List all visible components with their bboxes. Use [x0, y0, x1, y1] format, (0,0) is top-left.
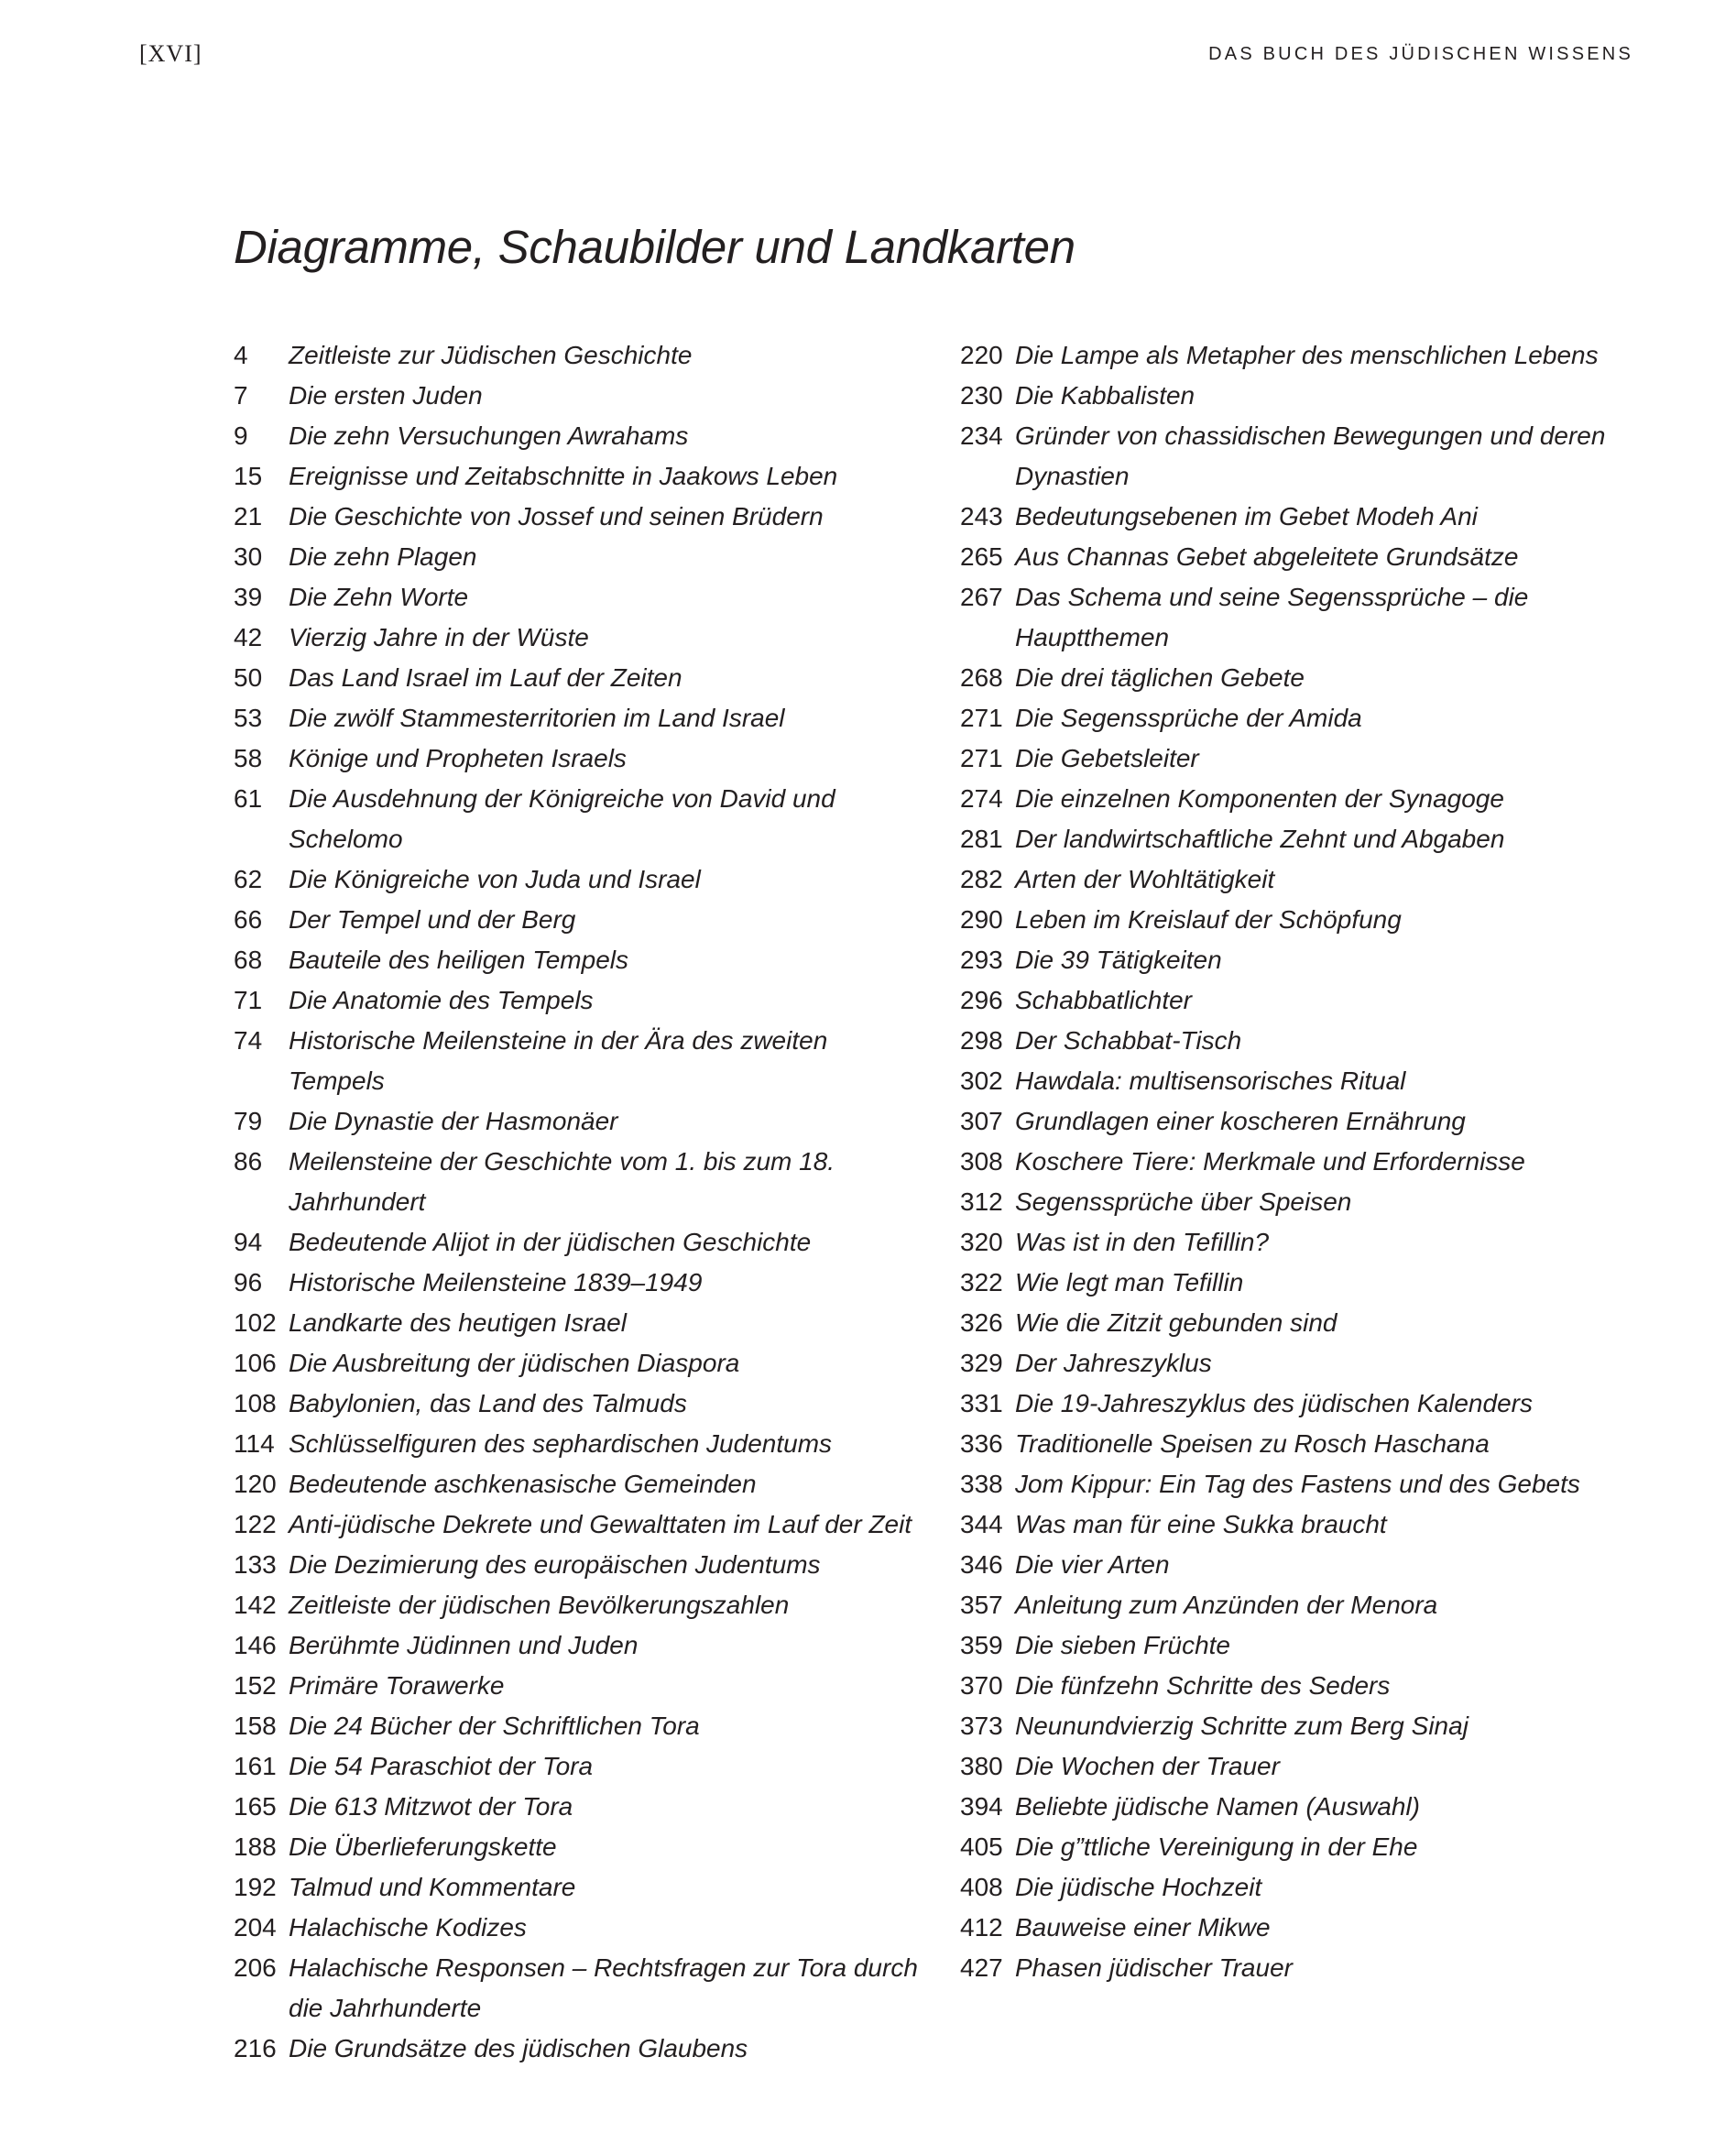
entry-page-number: 274	[960, 784, 1003, 813]
toc-entry	[234, 577, 930, 618]
entry-title: Der Jahreszyklus	[1015, 1349, 1212, 1377]
entry-page-number: 394	[960, 1792, 1003, 1821]
entry-title: Grundlagen einer koscheren Ernährung	[1015, 1107, 1466, 1135]
entry-title: Segenssprüche über Speisen	[1015, 1187, 1352, 1216]
entry-title: Die Anatomie des Tempels	[289, 986, 594, 1014]
toc-entry	[960, 900, 1656, 940]
entry-title: Die Ausbreitung der jüdischen Diaspora	[289, 1349, 740, 1377]
entry-page-number: 7	[234, 381, 248, 410]
entry-title: Die Wochen der Trauer	[1015, 1752, 1280, 1780]
entry-title: Bedeutungsebenen im Gebet Modeh Ani	[1015, 502, 1478, 531]
entry-title: Was man für eine Sukka braucht	[1015, 1510, 1387, 1538]
entry-title: Die 54 Paraschiot der Tora	[289, 1752, 594, 1780]
entry-page-number: 281	[960, 825, 1003, 853]
entry-title: Die sieben Früchte	[1015, 1631, 1231, 1659]
entry-page-number: 15	[234, 462, 263, 490]
toc-entry	[960, 1948, 1656, 1988]
entry-title: Landkarte des heutigen Israel	[289, 1308, 627, 1337]
entry-title: Primäre Torawerke	[289, 1671, 505, 1700]
entry-title: Die Gebetsleiter	[1015, 744, 1199, 772]
entry-title: Wie die Zitzit gebunden sind	[1015, 1308, 1337, 1337]
entry-page-number: 329	[960, 1349, 1003, 1377]
toc-entry	[234, 497, 930, 537]
entry-page-number: 9	[234, 421, 248, 450]
toc-entry	[234, 1464, 930, 1504]
entry-page-number: 302	[960, 1067, 1003, 1095]
toc-entry	[960, 1222, 1656, 1263]
entry-page-number: 308	[960, 1147, 1003, 1176]
entry-page-number: 296	[960, 986, 1003, 1014]
toc-entry	[234, 1867, 930, 1908]
entry-title: Babylonien, das Land des Talmuds	[289, 1389, 687, 1417]
entry-page-number: 122	[234, 1510, 277, 1538]
toc-entry	[960, 335, 1656, 376]
toc-entry	[234, 738, 930, 779]
toc-entry	[960, 1827, 1656, 1867]
entry-title: Traditionelle Speisen zu Rosch Haschana	[1015, 1429, 1490, 1458]
toc-entry	[234, 1746, 930, 1787]
entry-title: Die zwölf Stammesterritorien im Land Israel	[289, 704, 785, 732]
entry-title: Gründer von chassidischen Bewegungen und deren Dynastien	[1015, 421, 1606, 490]
toc-entry	[234, 1787, 930, 1827]
entry-page-number: 39	[234, 583, 263, 611]
toc-entry	[234, 2029, 930, 2069]
toc-entry	[960, 1021, 1656, 1061]
toc-entry	[960, 1787, 1656, 1827]
right-column-list	[960, 335, 1656, 1988]
toc-entry	[234, 1222, 930, 1263]
toc-entry	[234, 1504, 930, 1545]
entry-title: Die fünfzehn Schritte des Seders	[1015, 1671, 1391, 1700]
entry-page-number: 42	[234, 623, 263, 651]
toc-entry	[234, 658, 930, 698]
entry-title: Die vier Arten	[1015, 1550, 1170, 1579]
entry-page-number: 58	[234, 744, 263, 772]
entry-title: Der Tempel und der Berg	[289, 905, 576, 934]
toc-entry	[234, 1545, 930, 1585]
entry-page-number: 53	[234, 704, 263, 732]
entry-title: Bedeutende aschkenasische Gemeinden	[289, 1470, 757, 1498]
toc-entry	[960, 1384, 1656, 1424]
toc-entry	[234, 1585, 930, 1625]
entry-page-number: 267	[960, 583, 1003, 611]
toc-entry	[960, 658, 1656, 698]
entry-title: Beliebte jüdische Namen (Auswahl)	[1015, 1792, 1420, 1821]
entry-title: Die Ausdehnung der Königreiche von David und Schelomo	[289, 784, 835, 853]
toc-entry	[960, 416, 1656, 497]
toc-entry	[234, 416, 930, 456]
entry-title: Die Segenssprüche der Amida	[1015, 704, 1362, 732]
toc-entry	[960, 1585, 1656, 1625]
entry-title: Die zehn Versuchungen Awrahams	[289, 421, 689, 450]
entry-title: Die g”ttliche Vereinigung in der Ehe	[1015, 1832, 1418, 1861]
entry-title: Die drei täglichen Gebete	[1015, 663, 1305, 692]
entry-page-number: 204	[234, 1913, 277, 1942]
toc-entry	[234, 1303, 930, 1343]
entry-page-number: 271	[960, 744, 1003, 772]
toc-entry	[234, 940, 930, 980]
toc-entry	[960, 1464, 1656, 1504]
entry-page-number: 359	[960, 1631, 1003, 1659]
entry-title: Die zehn Plagen	[289, 542, 477, 571]
entry-title: Ereignisse und Zeitabschnitte in Jaakows Leben	[289, 462, 838, 490]
entry-title: Hawdala: multisensorisches Ritual	[1015, 1067, 1406, 1095]
toc-entry	[960, 1746, 1656, 1787]
entry-title: Die jüdische Hochzeit	[1015, 1873, 1262, 1901]
entry-title: Berühmte Jüdinnen und Juden	[289, 1631, 639, 1659]
entry-title: Meilensteine der Geschichte vom 1. bis zum 18. Jahrhundert	[289, 1147, 835, 1216]
entry-page-number: 133	[234, 1550, 277, 1579]
toc-entry	[960, 376, 1656, 416]
entry-page-number: 61	[234, 784, 263, 813]
toc-entry	[960, 1343, 1656, 1384]
entry-title: Bedeutende Alijot in der jüdischen Geschichte	[289, 1228, 812, 1256]
toc-entry	[960, 1625, 1656, 1666]
toc-entry	[960, 1061, 1656, 1101]
entry-page-number: 68	[234, 946, 263, 974]
entry-title: Anleitung zum Anzünden der Menora	[1015, 1591, 1438, 1619]
entry-page-number: 243	[960, 502, 1003, 531]
toc-entry	[234, 900, 930, 940]
entry-title: Könige und Propheten Israels	[289, 744, 627, 772]
toc-entry	[234, 1142, 930, 1222]
toc-entry	[960, 1303, 1656, 1343]
entry-page-number: 346	[960, 1550, 1003, 1579]
toc-entry	[960, 1101, 1656, 1142]
toc-entry	[234, 1948, 930, 2029]
entry-title: Schabbatlichter	[1015, 986, 1193, 1014]
entry-page-number: 216	[234, 2034, 277, 2062]
entry-page-number: 71	[234, 986, 263, 1014]
entry-title: Talmud und Kommentare	[289, 1873, 576, 1901]
entry-page-number: 412	[960, 1913, 1003, 1942]
toc-entry	[960, 1706, 1656, 1746]
toc-entry	[234, 1263, 930, 1303]
entry-title: Wie legt man Tefillin	[1015, 1268, 1244, 1296]
entry-title: Die Dynastie der Hasmonäer	[289, 1107, 618, 1135]
entry-page-number: 106	[234, 1349, 277, 1377]
entry-title: Die 19-Jahreszyklus des jüdischen Kalenders	[1015, 1389, 1533, 1417]
toc-entry	[234, 1706, 930, 1746]
entry-page-number: 114	[234, 1429, 275, 1458]
toc-entry	[234, 1908, 930, 1948]
entry-page-number: 192	[234, 1873, 277, 1901]
entry-page-number: 220	[960, 341, 1003, 369]
entry-title: Der Schabbat-Tisch	[1015, 1026, 1242, 1055]
entry-page-number: 326	[960, 1308, 1003, 1337]
toc-entry	[960, 1504, 1656, 1545]
toc-entry	[234, 456, 930, 497]
toc-entry	[234, 698, 930, 738]
entry-title: Bauteile des heiligen Tempels	[289, 946, 628, 974]
entry-page-number: 427	[960, 1953, 1003, 1982]
entry-title: Die Dezimierung des europäischen Judentums	[289, 1550, 821, 1579]
entry-page-number: 290	[960, 905, 1003, 934]
entry-page-number: 161	[234, 1752, 277, 1780]
left-column-list	[234, 335, 930, 2069]
toc-entry	[960, 1263, 1656, 1303]
entry-title: Halachische Kodizes	[289, 1913, 527, 1942]
entry-page-number: 408	[960, 1873, 1003, 1901]
entry-page-number: 79	[234, 1107, 263, 1135]
entry-page-number: 282	[960, 865, 1003, 893]
entry-title: Die Geschichte von Jossef und seinen Brüdern	[289, 502, 824, 531]
entry-page-number: 405	[960, 1832, 1003, 1861]
entry-page-number: 30	[234, 542, 263, 571]
toc-entry	[960, 819, 1656, 859]
book-title: DAS BUCH DES JÜDISCHEN WISSENS	[1208, 44, 1633, 64]
entry-page-number: 96	[234, 1268, 263, 1296]
toc-entry	[960, 779, 1656, 819]
entry-title: Die Grundsätze des jüdischen Glaubens	[289, 2034, 748, 2062]
section-heading: Diagramme, Schaubilder und Landkarten	[234, 221, 1075, 273]
entry-title: Die Überlieferungskette	[289, 1832, 557, 1861]
entry-title: Leben im Kreislauf der Schöpfung	[1015, 905, 1402, 934]
toc-entry	[234, 618, 930, 658]
toc-entry	[960, 1867, 1656, 1908]
entry-page-number: 380	[960, 1752, 1003, 1780]
entry-page-number: 271	[960, 704, 1003, 732]
entry-title: Vierzig Jahre in der Wüste	[289, 623, 589, 651]
toc-entry	[960, 1908, 1656, 1948]
entry-page-number: 344	[960, 1510, 1003, 1538]
entry-page-number: 188	[234, 1832, 277, 1861]
entry-title: Anti-jüdische Dekrete und Gewalttaten im Lauf der Zeit	[289, 1510, 912, 1538]
entry-title: Koschere Tiere: Merkmale und Erfordernisse	[1015, 1147, 1525, 1176]
toc-entry	[960, 1545, 1656, 1585]
toc-entry	[960, 1142, 1656, 1182]
entry-title: Neunundvierzig Schritte zum Berg Sinaj	[1015, 1712, 1469, 1740]
toc-entry	[234, 335, 930, 376]
entry-title: Bauweise einer Mikwe	[1015, 1913, 1271, 1942]
toc-entry	[960, 698, 1656, 738]
entry-page-number: 142	[234, 1591, 277, 1619]
toc-entry	[234, 376, 930, 416]
entry-title: Die einzelnen Komponenten der Synagoge	[1015, 784, 1504, 813]
page-number: [XVI]	[139, 40, 202, 67]
entry-page-number: 102	[234, 1308, 277, 1337]
entry-title: Schlüsselfiguren des sephardischen Judentums	[289, 1429, 833, 1458]
entry-page-number: 336	[960, 1429, 1003, 1458]
entry-page-number: 357	[960, 1591, 1003, 1619]
running-head	[0, 40, 1736, 77]
entry-title: Der landwirtschaftliche Zehnt und Abgaben	[1015, 825, 1505, 853]
entry-page-number: 331	[960, 1389, 1003, 1417]
entry-page-number: 338	[960, 1470, 1003, 1498]
toc-entry	[234, 859, 930, 900]
entry-page-number: 268	[960, 663, 1003, 692]
entry-page-number: 86	[234, 1147, 263, 1176]
toc-entry	[234, 980, 930, 1021]
entry-title: Die ersten Juden	[289, 381, 483, 410]
entry-title: Aus Channas Gebet abgeleitete Grundsätze	[1015, 542, 1519, 571]
toc-entry	[960, 1666, 1656, 1706]
toc-entry	[234, 1625, 930, 1666]
entry-page-number: 21	[234, 502, 263, 531]
entry-title: Die Königreiche von Juda und Israel	[289, 865, 701, 893]
toc-entry	[234, 1343, 930, 1384]
toc-entry	[960, 859, 1656, 900]
toc-entry	[960, 738, 1656, 779]
entry-title: Die Lampe als Metapher des menschlichen Lebens	[1015, 341, 1599, 369]
entry-title: Arten der Wohltätigkeit	[1015, 865, 1275, 893]
entry-page-number: 165	[234, 1792, 277, 1821]
toc-entry	[960, 497, 1656, 537]
entry-page-number: 94	[234, 1228, 263, 1256]
entry-title: Zeitleiste der jüdischen Bevölkerungszahlen	[289, 1591, 790, 1619]
entry-page-number: 293	[960, 946, 1003, 974]
entry-page-number: 307	[960, 1107, 1003, 1135]
toc-entry	[234, 1101, 930, 1142]
entry-title: Historische Meilensteine in der Ära des zweiten Tempels	[289, 1026, 828, 1095]
entry-page-number: 322	[960, 1268, 1003, 1296]
entry-page-number: 265	[960, 542, 1003, 571]
toc-entry	[960, 537, 1656, 577]
toc-entry	[234, 1827, 930, 1867]
entry-page-number: 66	[234, 905, 263, 934]
entry-page-number: 298	[960, 1026, 1003, 1055]
entry-page-number: 158	[234, 1712, 277, 1740]
toc-entry	[960, 940, 1656, 980]
entry-title: Halachische Responsen – Rechtsfragen zur Tora durch die Jahrhunderte	[289, 1953, 918, 2022]
toc-entry	[234, 1021, 930, 1101]
entry-page-number: 152	[234, 1671, 277, 1700]
toc-entry	[960, 577, 1656, 658]
entry-title: Phasen jüdischer Trauer	[1015, 1953, 1293, 1982]
entry-title: Die Kabbalisten	[1015, 381, 1196, 410]
toc-entry	[234, 1384, 930, 1424]
entry-page-number: 206	[234, 1953, 277, 1982]
entry-page-number: 108	[234, 1389, 277, 1417]
entry-page-number: 373	[960, 1712, 1003, 1740]
entry-page-number: 230	[960, 381, 1003, 410]
entry-title: Zeitleiste zur Jüdischen Geschichte	[289, 341, 693, 369]
toc-entry	[234, 1424, 930, 1464]
entry-page-number: 120	[234, 1470, 277, 1498]
entry-page-number: 74	[234, 1026, 263, 1055]
entry-title: Die Zehn Worte	[289, 583, 469, 611]
entry-title: Jom Kippur: Ein Tag des Fastens und des Gebets	[1015, 1470, 1580, 1498]
entry-title: Was ist in den Tefillin?	[1015, 1228, 1270, 1256]
toc-entry	[234, 779, 930, 859]
entry-title: Die 39 Tätigkeiten	[1015, 946, 1222, 974]
entry-page-number: 50	[234, 663, 263, 692]
entry-page-number: 146	[234, 1631, 277, 1659]
entry-title: Die 613 Mitzwot der Tora	[289, 1792, 573, 1821]
toc-entry	[960, 980, 1656, 1021]
entry-title: Die 24 Bücher der Schriftlichen Tora	[289, 1712, 700, 1740]
entry-page-number: 234	[960, 421, 1003, 450]
entry-title: Das Schema und seine Segenssprüche – die Hauptthemen	[1015, 583, 1529, 651]
toc-entry	[234, 1666, 930, 1706]
entry-page-number: 312	[960, 1187, 1003, 1216]
entry-page-number: 320	[960, 1228, 1003, 1256]
entry-title: Historische Meilensteine 1839–1949	[289, 1268, 703, 1296]
entry-title: Das Land Israel im Lauf der Zeiten	[289, 663, 682, 692]
toc-entry	[234, 537, 930, 577]
entry-page-number: 4	[234, 341, 248, 369]
entry-page-number: 370	[960, 1671, 1003, 1700]
entry-page-number: 62	[234, 865, 263, 893]
toc-entry	[960, 1424, 1656, 1464]
toc-entry	[960, 1182, 1656, 1222]
